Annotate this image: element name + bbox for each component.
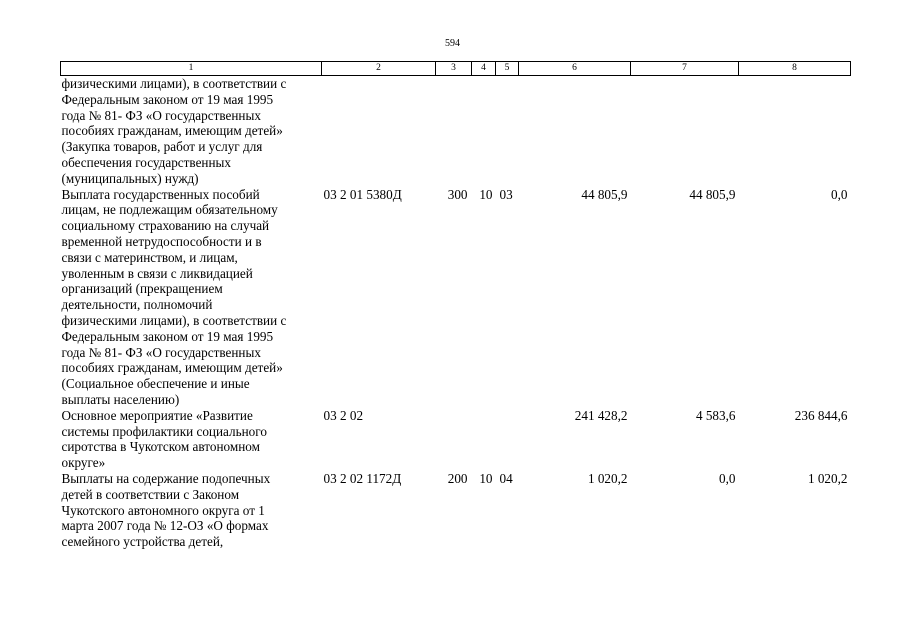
row-description [61, 471, 322, 550]
row-amount-7: 44 805,9 [689, 186, 736, 202]
description-line: года № 81- ФЗ «О государственных [61, 107, 261, 123]
description-line: (муниципальных) нужд) [61, 170, 199, 186]
column-header-4: 4 [472, 62, 496, 76]
description-line: года № 81- ФЗ «О государственных [61, 344, 261, 360]
description-line: Федеральным законом от 19 мая 1995 [61, 91, 274, 107]
row-amount-7: 4 583,6 [695, 407, 736, 423]
column-header-6: 6 [519, 62, 631, 76]
description-line: обеспечения государственных [61, 154, 231, 170]
row-amount-8 [739, 76, 851, 187]
row-code [322, 76, 436, 187]
row-amount-6 [519, 76, 631, 187]
description-line: семейного устройства детей, [61, 534, 224, 550]
row-description [61, 187, 322, 408]
description-line: физическими лицами), в соответствии с [61, 312, 287, 328]
row-col5: 04 [499, 470, 513, 486]
description-line: детей в соответствии с Законом [61, 486, 240, 502]
row-col5 [496, 408, 519, 471]
column-number-header-row [61, 62, 851, 76]
description-line: Выплаты на содержание подопечных [61, 470, 271, 486]
row-col3: 300 [447, 186, 468, 202]
row-amount-6: 241 428,2 [574, 407, 628, 423]
row-col4: 10 [479, 470, 493, 486]
description-line: марта 2007 года № 12-ОЗ «О формах [61, 518, 269, 534]
row-col3 [436, 408, 472, 471]
row-amount-6: 44 805,9 [581, 186, 628, 202]
column-header-1: 1 [61, 62, 322, 76]
row-col5 [496, 76, 519, 187]
description-line: выплаты населению) [61, 391, 180, 407]
column-header-2: 2 [322, 62, 436, 76]
column-header-8: 8 [739, 62, 851, 76]
row-col4 [472, 76, 496, 187]
description-line: (Социальное обеспечение и иные [61, 376, 250, 392]
row-description [61, 408, 322, 471]
row-col3 [436, 76, 472, 187]
description-line: Основное мероприятие «Развитие [61, 407, 253, 423]
column-header-3: 3 [436, 62, 472, 76]
table-row [61, 408, 851, 471]
row-amount-7 [631, 76, 739, 187]
description-line: пособиях гражданам, имеющим детей» [61, 123, 283, 139]
description-line: Федеральным законом от 19 мая 1995 [61, 328, 274, 344]
description-line: Чукотского автономного округа от 1 [61, 502, 265, 518]
description-line: связи с материнством, и лицам, [61, 249, 238, 265]
row-amount-8: 0,0 [831, 186, 848, 202]
row-amount-8: 1 020,2 [807, 470, 848, 486]
description-line: физическими лицами), в соответствии с [61, 76, 287, 91]
table-row [61, 187, 851, 408]
row-col4: 10 [479, 186, 493, 202]
row-code: 03 2 02 1172Д [323, 470, 402, 486]
description-line: социальному страхованию на случай [61, 218, 270, 234]
budget-table [60, 61, 851, 550]
description-line: деятельности, полномочий [61, 297, 213, 313]
row-col4 [472, 408, 496, 471]
description-line: сиротства в Чукотском автономном [61, 439, 260, 455]
table-row [61, 76, 851, 187]
description-line: округе» [61, 455, 106, 471]
column-header-7: 7 [631, 62, 739, 76]
description-line: Выплата государственных пособий [61, 186, 260, 202]
description-line: уволенным в связи с ликвидацией [61, 265, 253, 281]
row-amount-7: 0,0 [719, 470, 736, 486]
row-col3: 200 [447, 470, 468, 486]
description-line: системы профилактики социального [61, 423, 267, 439]
description-line: пособиях гражданам, имеющим детей» [61, 360, 283, 376]
row-amount-6: 1 020,2 [587, 470, 628, 486]
table-row [61, 471, 851, 550]
description-line: лицам, не подлежащим обязательному [61, 202, 278, 218]
column-header-5: 5 [496, 62, 519, 76]
row-code: 03 2 02 [323, 407, 364, 423]
description-line: (Закупка товаров, работ и услуг для [61, 139, 263, 155]
description-line: организаций (прекращением [61, 281, 223, 297]
row-code: 03 2 01 5380Д [323, 186, 402, 202]
row-description [61, 76, 322, 187]
row-amount-8: 236 844,6 [794, 407, 848, 423]
page-number: 594 [445, 38, 460, 49]
row-col5: 03 [499, 186, 513, 202]
description-line: временной нетрудоспособности и в [61, 233, 262, 249]
